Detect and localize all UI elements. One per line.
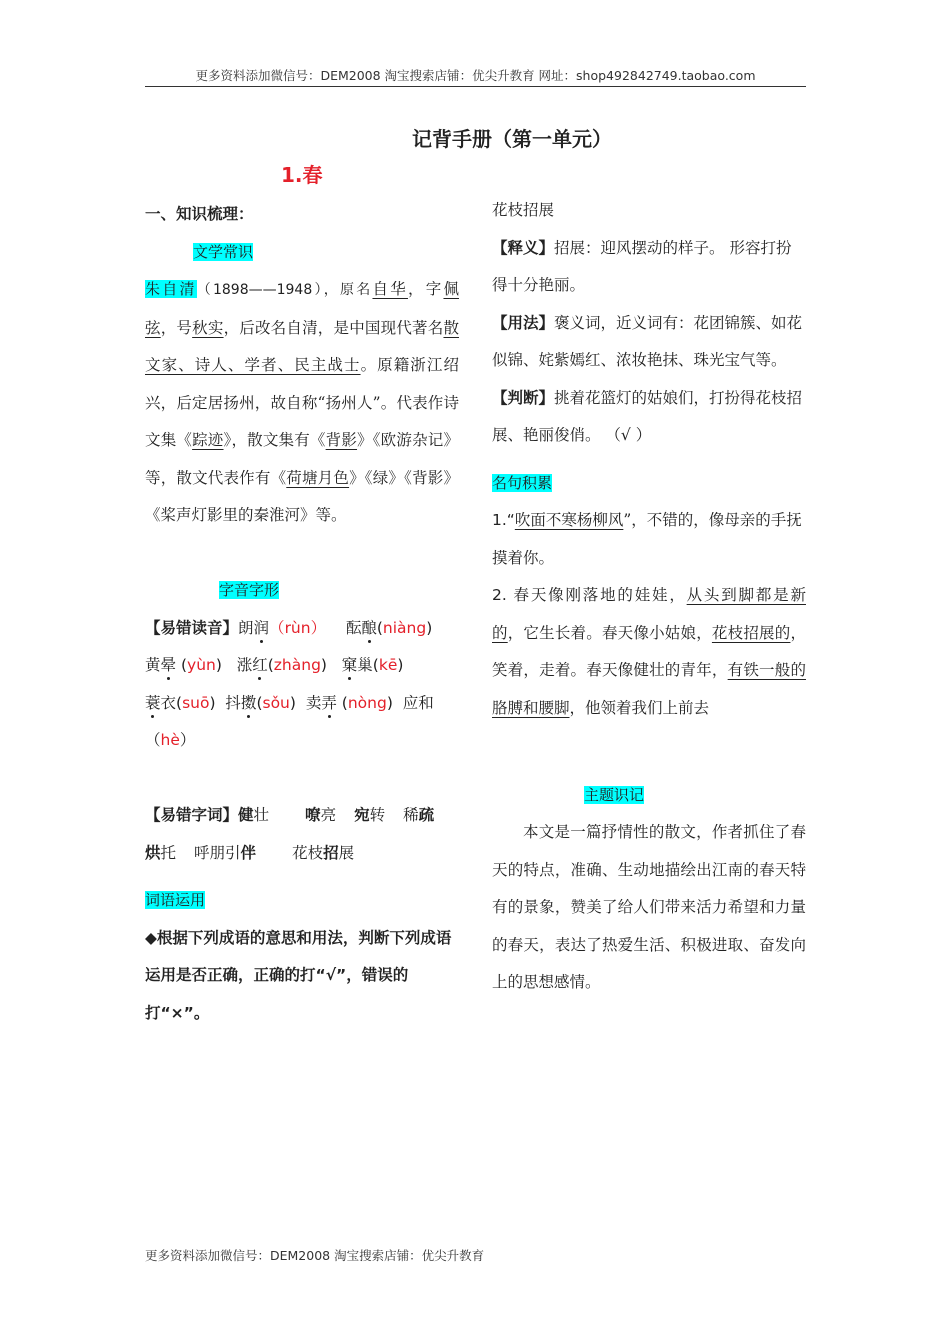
header-divider — [145, 86, 806, 87]
section-heading: 一、知识梳理： — [145, 205, 254, 223]
zy-label: 字音字形 — [219, 581, 280, 599]
instruction: ◆根据下列成语的意思和用法，判断下列成语运用是否正确，正确的打“√”，错误的打“×”。 — [145, 928, 452, 1022]
idiom-meaning: 【释义】招展：迎风摆动的样子。 形容打扮得十分艳丽。 — [492, 238, 792, 294]
idiom-usage: 【用法】褒义词，近义词有：花团锦簇、如花似锦、姹紫嫣红、浓妆艳抹、珠光宝气等。 — [492, 313, 803, 369]
theme-paragraph: 本文是一篇抒情性的散文，作者抓住了春天的特点，准确、生动地描绘出江南的春天特有的景象，赞美了给人们带来活力希望和力量的春天，表达了热爱生活、积极进取、奋发向上的思想感情。 — [492, 823, 806, 991]
page-header: 更多资料添加微信号：DEM2008 淘宝搜索店铺：优尖升教育 网址：shop492842749.taobao.com — [195, 68, 756, 83]
lit-paragraph: 朱自清（1898——1948），原名自华，字佩弦，号秋实，后改名自清，是中国现代著名散文家、诗人、学者、民主战士。原籍浙江绍兴，后定居扬州，故自称“扬州人”。代表作诗文集《踪迹》，散文集有《背影》《欧游杂记》等，散文代表作有《荷塘月色》《绿》《背影》《桨声灯影里的秦淮河》等。 — [145, 280, 459, 524]
cy-label: 词语运用 — [145, 891, 206, 909]
idiom: 花枝招展 — [492, 201, 555, 219]
page-footer: 更多资料添加微信号：DEM2008 淘宝搜索店铺：优尖升教育 — [145, 1248, 485, 1263]
idiom-judge: 【判断】挑着花篮灯的姑娘们，打扮得花枝招展、艳丽俊俏。 （√ ） — [492, 388, 803, 444]
right-column — [492, 192, 806, 1002]
word-list: 【易错字词】健壮 嘹亮 宛转 稀疏 烘托 呼朋引伴 花枝招展 — [145, 806, 435, 862]
left-column — [145, 196, 459, 1032]
theme-label: 主题识记 — [584, 785, 645, 804]
page-title: 记背手册（第一单元） — [412, 127, 612, 151]
quotes-label: 名句积累 — [492, 473, 553, 492]
quote-2: 2. 春天像刚落地的娃娃，从头到脚都是新的，它生长着。春天像小姑娘，花枝招展的，笑着，走着。春天像健壮的青年，有铁一般的胳膊和腰脚，他领着我们上前去 — [492, 586, 806, 717]
quote-1: 1.“吹面不寒杨柳风”，不错的，像母亲的手抚摸着你。 — [492, 511, 802, 567]
lit-label: 文学常识 — [193, 242, 254, 261]
reading-list: 【易错读音】朗润（rùn） 酝酿(niàng) 黄晕 (yùn) 涨红(zhàng) 窠巢(kē) 蓑衣(suō) 抖擞(sǒu) 卖弄 (nòng) 应和 （hè） — [145, 618, 434, 749]
lesson-title: 1.春 — [281, 163, 323, 187]
